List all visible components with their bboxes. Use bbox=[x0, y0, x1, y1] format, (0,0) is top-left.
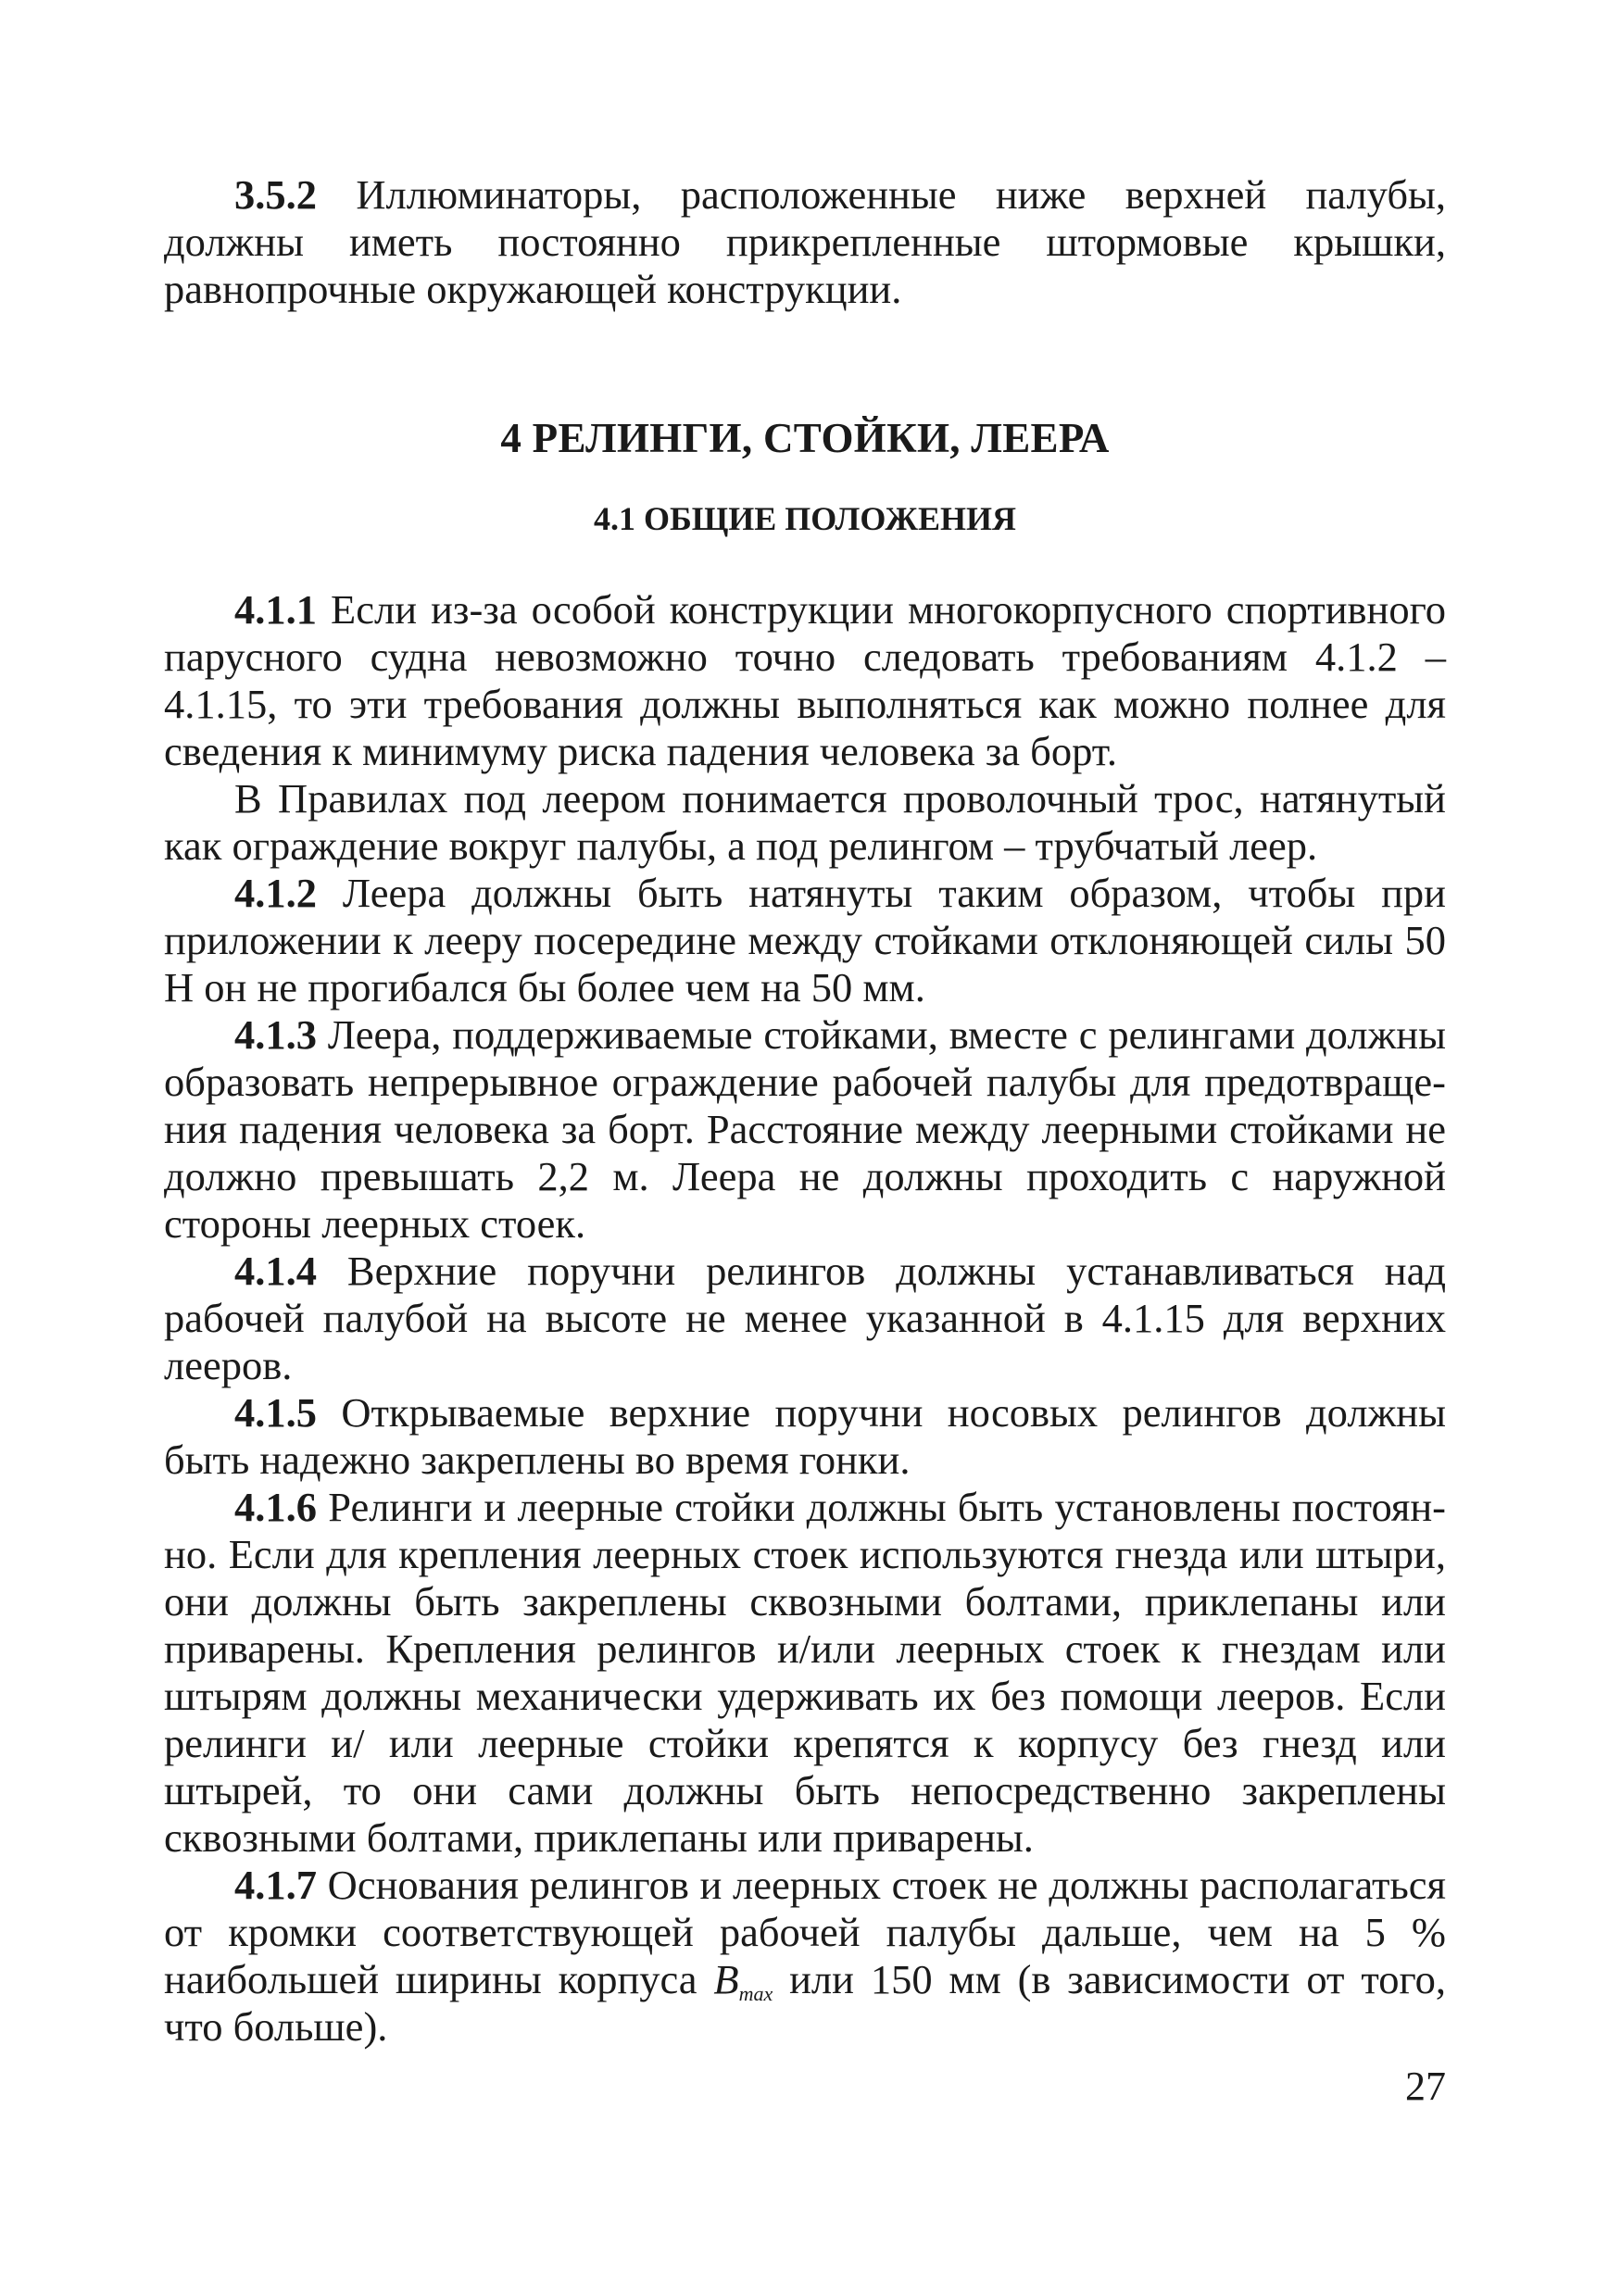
paragraph-body: В Правилах под леером понимается проволочный трос, натянутый как ограждение вокруг палубы, а под релингом – трубчатый леер. bbox=[164, 775, 1446, 869]
paragraph-body: Открываемые верхние поручни носовых релингов должны быть надежно закреплены во время гонки. bbox=[164, 1389, 1446, 1483]
paragraph-4-1-1-definition bbox=[164, 775, 1446, 870]
paragraph-4-1-4 bbox=[164, 1248, 1446, 1389]
chapter-title: 4 РЕЛИНГИ, СТОЙКИ, ЛЕЕРА bbox=[500, 415, 1110, 461]
paragraph-number: 4.1.3 bbox=[234, 1011, 317, 1058]
paragraph-4-1-5 bbox=[164, 1389, 1446, 1484]
paragraph-body: Верхние поручни релингов должны устанавливаться над рабочей палубой на высоте не менее указанной в 4.1.15 для верхних лееров. bbox=[164, 1248, 1446, 1388]
paragraph-body: Релинги и леерные стойки должны быть установлены постоянно. Если для крепления леерных стоек используются гнезда или штыри, они должны быть закреплены сквозными болтами, приклепаны или приварены. Крепления релингов и/или леерных стоек к гнездам или штырям должны механически удерживать их без помощи лееров. Если релинги и/ или леерные стойки крепятся к корпусу без гнезд или штырей, то они сами должны быть непосредственно закреплены сквозными болтами, приклепаны или приварены. bbox=[164, 1484, 1446, 1861]
paragraph-4-1-7 bbox=[164, 1862, 1446, 2051]
section-title: 4.1 ОБЩИЕ ПОЛОЖЕНИЯ bbox=[593, 500, 1017, 537]
section-body bbox=[164, 586, 1446, 2051]
paragraph-number: 3.5.2 bbox=[234, 171, 317, 218]
document-page bbox=[164, 171, 1446, 2050]
paragraph-4-1-1 bbox=[164, 586, 1446, 775]
paragraph-3-5-2 bbox=[164, 171, 1446, 313]
paragraph-number: 4.1.5 bbox=[234, 1389, 317, 1436]
paragraph-body: Основания релингов и леерных стоек не должны располагаться от кромки соответствующей рабочей палубы дальше, чем на 5 % наибольшей ширины корпуса bbox=[164, 1862, 1446, 2002]
paragraph-number: 4.1.6 bbox=[234, 1484, 317, 1530]
paragraph-number: 4.1.1 bbox=[234, 586, 317, 633]
paragraph-4-1-3 bbox=[164, 1011, 1446, 1248]
paragraph-number: 4.1.2 bbox=[234, 870, 317, 916]
paragraph-text bbox=[164, 171, 1446, 313]
page-number: 27 bbox=[1405, 2064, 1446, 2109]
paragraph-body: Иллюминаторы, расположенные ниже верхней палубы, должны иметь постоянно прикрепленные штормовые крышки, равнопрочные окружающей конструкции. bbox=[164, 171, 1446, 312]
paragraph-number: 4.1.4 bbox=[234, 1248, 317, 1294]
paragraph-number: 4.1.7 bbox=[234, 1862, 317, 1908]
paragraph-body: Леера, поддерживаемые стойками, вместе с релингами должны образовать непрерывное ограждение рабочей палубы для предотвращения падения человека за борт. Расстояние между леерными стойками не должно превышать 2,2 м. Леера не должны проходить с наружной стороны леерных стоек. bbox=[164, 1011, 1446, 1247]
paragraph-4-1-2 bbox=[164, 870, 1446, 1011]
paragraph-4-1-6 bbox=[164, 1484, 1446, 1862]
paragraph-body: Леера должны быть натянуты таким образом, чтобы при приложении к лееру посередине между стойками отклоняющей силы 50 Н он не прогибался бы более чем на 50 мм. bbox=[164, 870, 1446, 1010]
variable-subscript: max bbox=[738, 1982, 773, 2005]
paragraph-body: Если из-за особой конструкции многокорпусного спортивного парусного судна невозможно точно следовать требованиям 4.1.2 – 4.1.15, то эти требования должны выполняться как можно полнее для сведения к минимуму риска падения человека за борт. bbox=[164, 586, 1446, 774]
variable-b-max: B bbox=[713, 1956, 739, 2002]
paragraph-body-end: или 150 мм (в зависимости от того, что больше). bbox=[164, 1956, 1446, 2050]
